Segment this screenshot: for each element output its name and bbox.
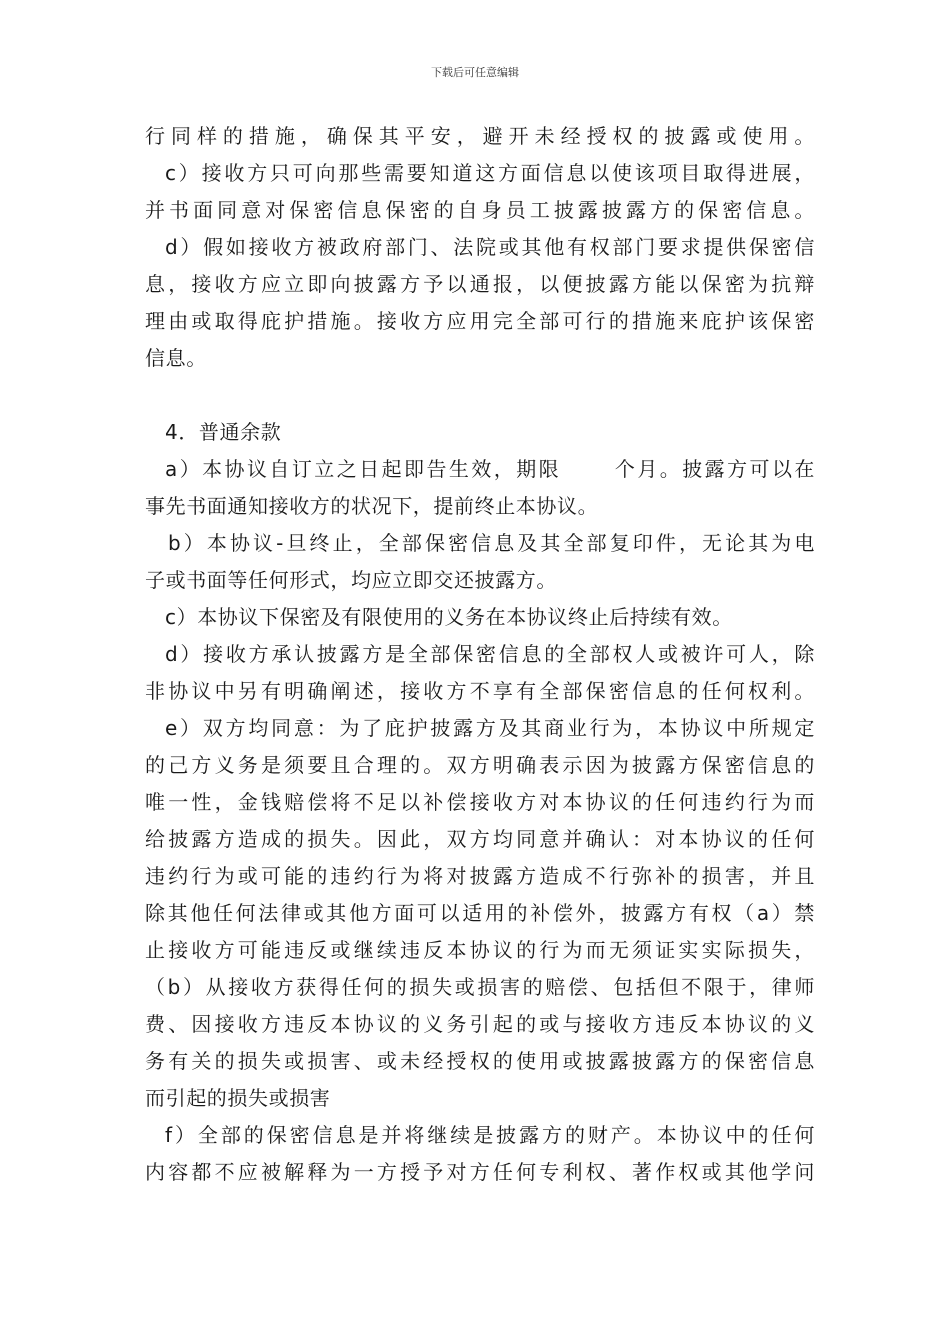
text-line: 务有关的损失或损害、或未经授权的使用或披露披露方的保密信息 [145, 1049, 815, 1073]
text-line: 信息。 [145, 346, 207, 370]
text-line: d）接收方承认披露方是全部保密信息的全部权人或被许可人，除 [165, 642, 815, 666]
text-line: 给披露方造成的损失。因此，双方均同意并确认：对本协议的任何 [145, 827, 815, 851]
text-line: 并书面同意对保密信息保密的自身员工披露披露方的保密信息。 [145, 198, 815, 222]
page-header: 下载后可任意编辑 [431, 66, 519, 79]
text-line: 行同样的措施，确保其平安，避开未经授权的披露或使用。 [145, 124, 815, 148]
text-line: 内容都不应被解释为一方授予对方任何专利权、著作权或其他学问 [145, 1160, 815, 1184]
text-line: c）本协议下保密及有限使用的义务在本协议终止后持续有效。 [165, 605, 733, 629]
text-line: 除其他任何法律或其他方面可以适用的补偿外，披露方有权（a）禁 [145, 901, 815, 925]
text-line: 理由或取得庇护措施。接收方应用完全部可行的措施来庇护该保密 [145, 309, 815, 333]
text-line: 的己方义务是须要且合理的。双方明确表示因为披露方保密信息的 [145, 753, 815, 777]
text-line: 违约行为或可能的违约行为将对披露方造成不行弥补的损害，并且 [145, 864, 815, 888]
text-line: 费、因接收方违反本协议的义务引起的或与接收方违反本协议的义 [145, 1012, 815, 1036]
text-line [165, 455, 815, 483]
text-line: d）假如接收方被政府部门、法院或其他有权部门要求提供保密信 [165, 235, 815, 259]
text-line: 子或书面等任何形式，均应立即交还披露方。 [145, 568, 557, 592]
text-line: 唯一性，金钱赔偿将不足以补偿接收方对本协议的任何违约行为而 [145, 790, 815, 814]
text-line: 事先书面通知接收方的状况下，提前终止本协议。 [145, 494, 599, 518]
text-line: e）双方均同意：为了庇护披露方及其商业行为，本协议中所规定 [165, 716, 815, 740]
text-line: （b）从接收方获得任何的损失或损害的赔偿、包括但不限于，律师 [145, 975, 815, 999]
text-segment: 个月。披露方可以在 [613, 457, 815, 481]
section-heading: 4．普通余款 [165, 420, 282, 444]
text-line: f）全部的保密信息是并将继续是披露方的财产。本协议中的任何 [165, 1123, 815, 1147]
text-line: 息，接收方应立即向披露方予以通报，以便披露方能以保密为抗辩 [145, 272, 815, 296]
text-line: c）接收方只可向那些需要知道这方面信息以使该项目取得进展， [165, 161, 815, 185]
text-line: 止接收方可能违反或继续违反本协议的行为而无须证实实际损失， [145, 938, 815, 962]
text-line: 非协议中另有明确阐述，接收方不享有全部保密信息的任何权利。 [145, 679, 815, 703]
text-line: b）本协议-旦终止，全部保密信息及其全部复印件，无论其为电 [168, 531, 815, 555]
text-segment: a）本协议自订立之日起即告生效，期限 [165, 457, 562, 481]
text-line: 而引起的损失或损害 [145, 1086, 331, 1110]
